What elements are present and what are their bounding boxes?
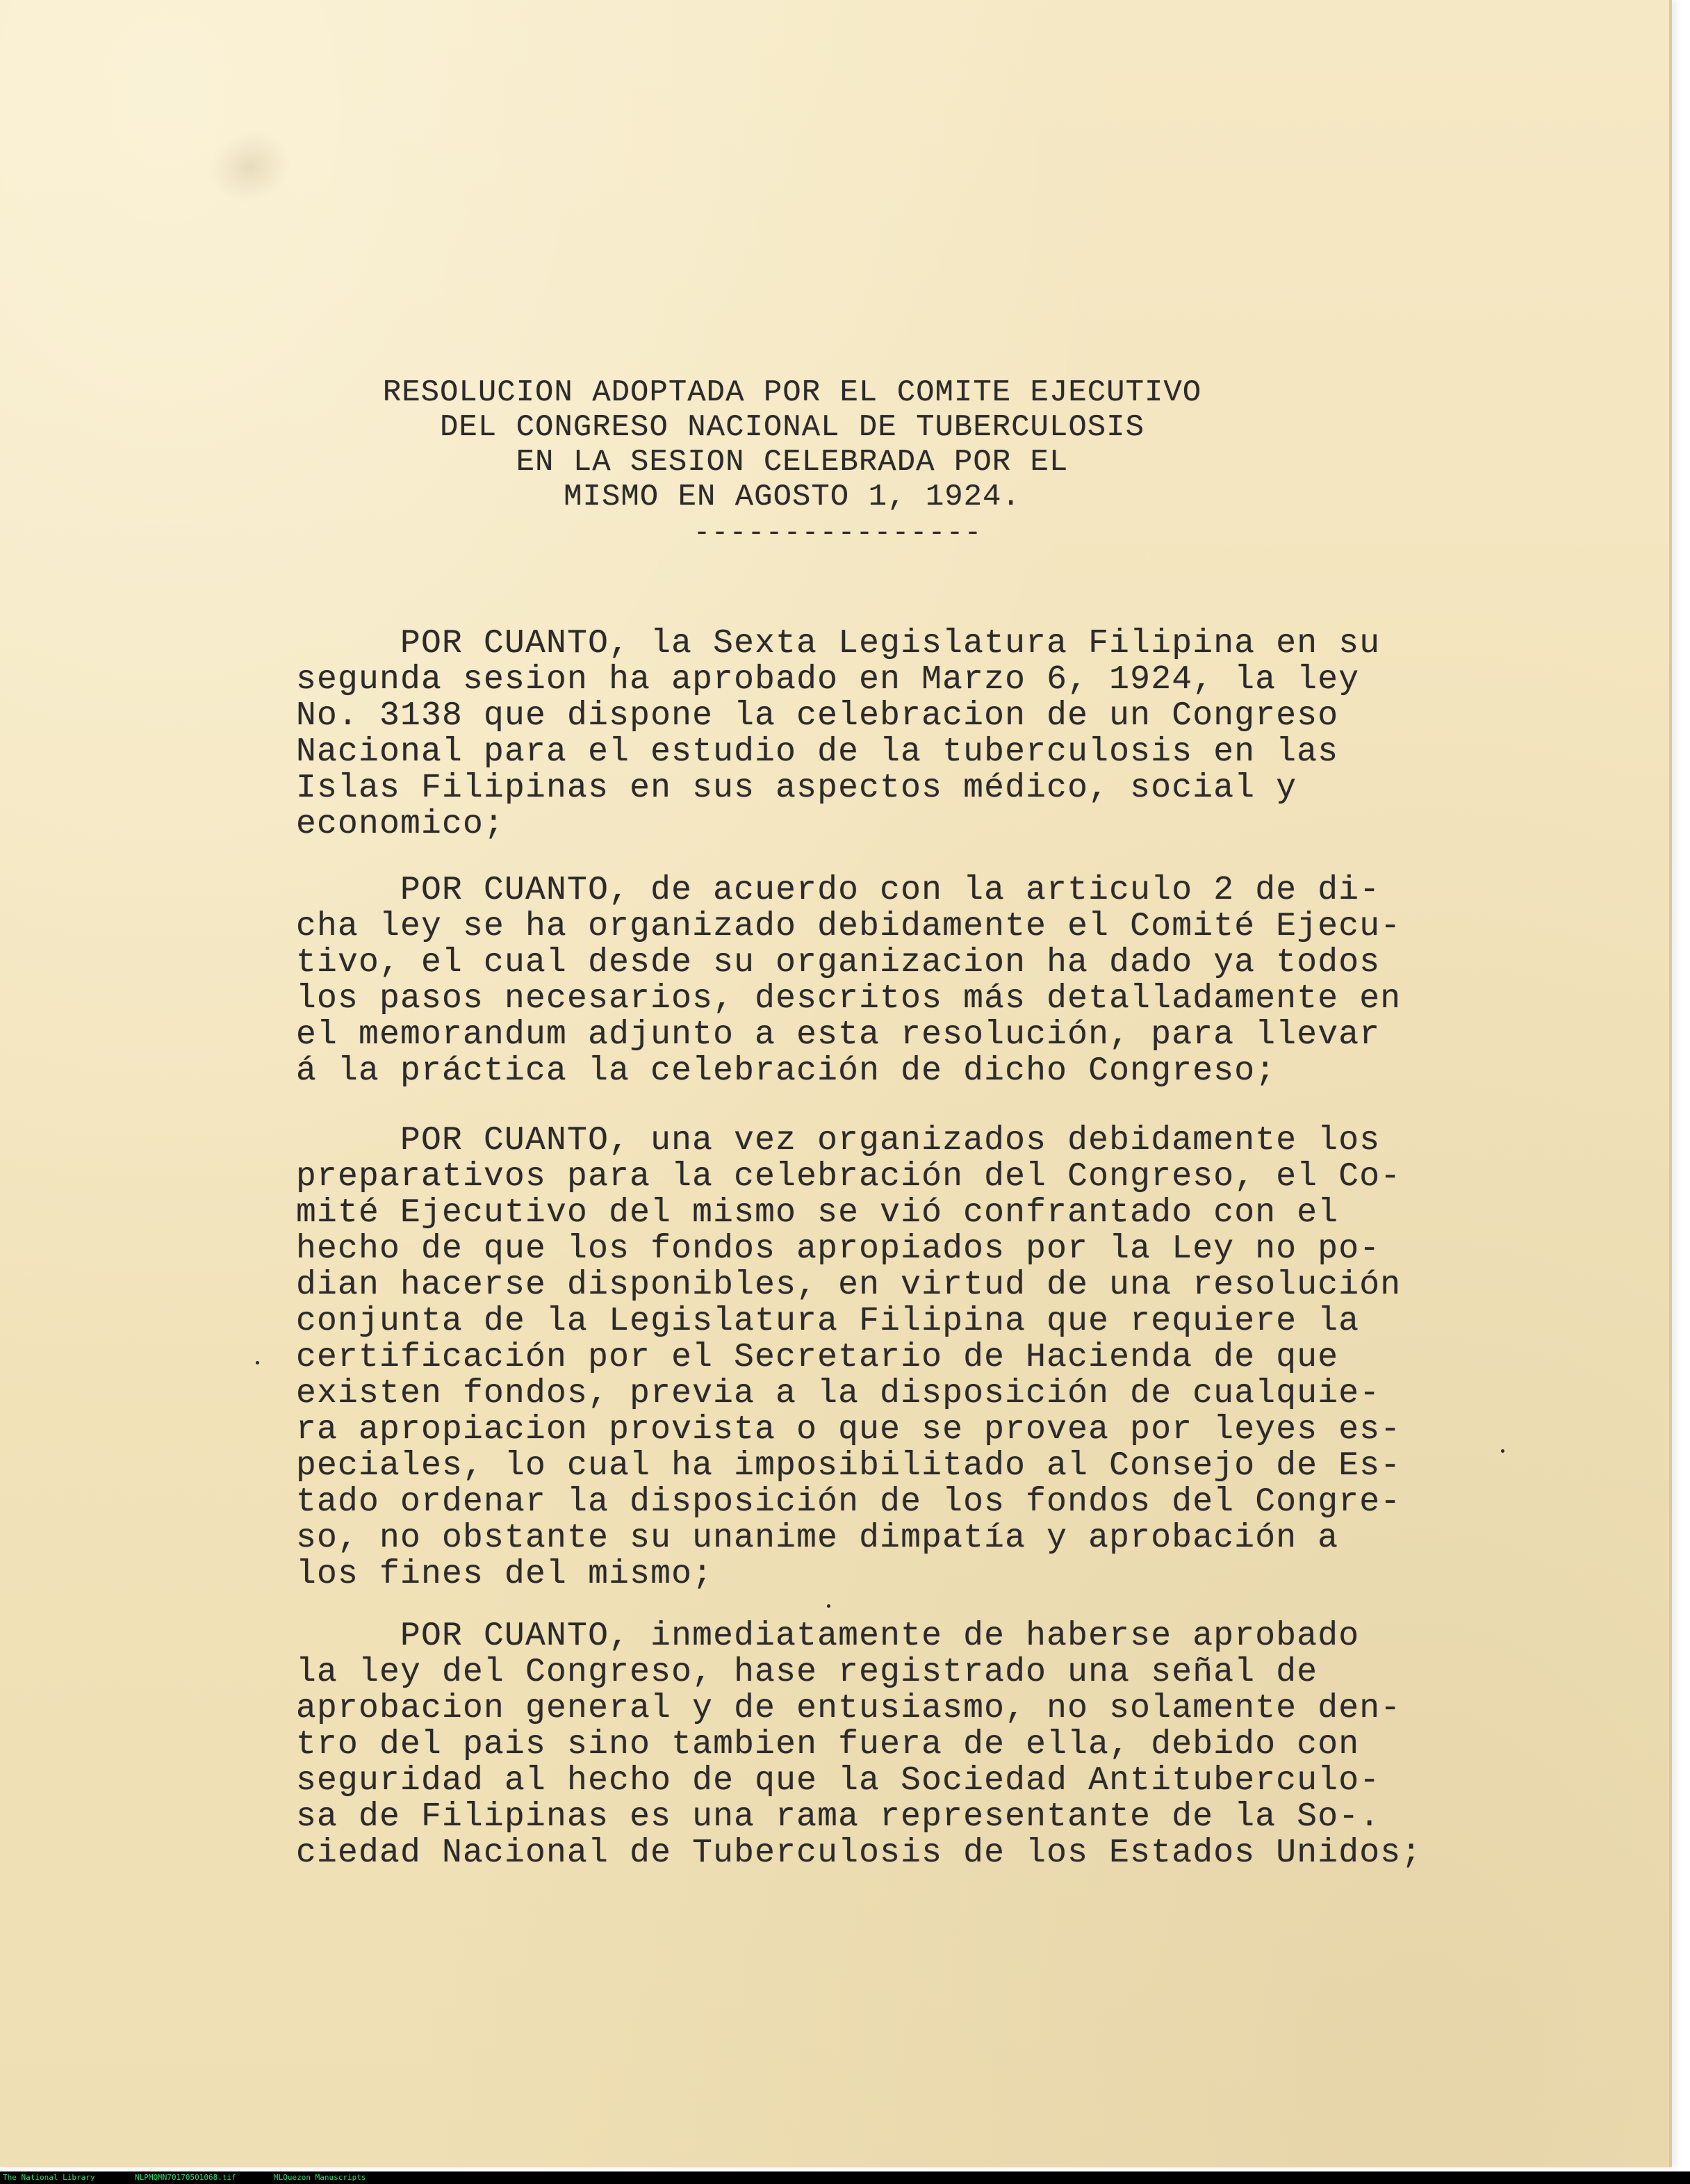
paragraph-3 [296,1123,1491,1592]
text-line: POR CUANTO, una vez organizados debidamente los [296,1122,1381,1159]
paragraph-4 [296,1618,1491,1871]
text-line: cha ley se ha organizado debidamente el Comité Ejecu- [296,908,1402,945]
text-line: No. 3138 que dispone la celebracion de un Congreso [296,697,1339,735]
text-line: conjunta de la Legislatura Filipina que requiere la [296,1303,1360,1340]
text-line: seguridad al hecho de que la Sociedad Antituberculo- [296,1762,1381,1800]
heading-line: DEL CONGRESO NACIONAL DE TUBERCULOSIS [440,410,1145,445]
text-line: POR CUANTO, de acuerdo con la articulo 2 de di- [296,872,1381,909]
text-line: ciedad Nacional de Tuberculosis de los Estados Unidos; [296,1834,1422,1872]
text-line: segunda sesion ha aprobado en Marzo 6, 1924, la ley [296,661,1360,699]
text-line: á la práctica la celebración de dicho Congreso; [296,1052,1277,1090]
text-line: dian hacerse disponibles, en virtud de una resolución [296,1266,1402,1304]
heading-line: RESOLUCION ADOPTADA POR EL COMITE EJECUTIVO [382,375,1202,410]
ink-speck [256,1361,259,1364]
scan-footer-bar [0,2171,1690,2184]
text-line: tro del pais sino tambien fuera de ella, debido con [296,1726,1360,1763]
paragraph-2 [296,872,1491,1089]
text-line: aprobacion general y de entusiasmo, no solamente den- [296,1690,1402,1727]
footer-library: The National Library [3,2173,95,2182]
ink-speck [1501,1449,1504,1453]
text-line: el memorandum adjunto a esta resolución, para llevar [296,1016,1381,1054]
text-line: peciales, lo cual ha imposibilitado al Consejo de Es- [296,1447,1402,1485]
heading-rule: ---------------- [694,520,983,548]
ink-speck [827,1604,830,1608]
text-line: los fines del mismo; [296,1556,714,1593]
text-line: los pasos necesarios, descritos más detalladamente en [296,980,1402,1018]
text-line: ra apropiacion provista o que se provea por leyes es- [296,1411,1402,1449]
text-line: preparativos para la celebración del Congreso, el Co- [296,1158,1402,1196]
text-line: economico; [296,806,505,843]
text-line: POR CUANTO, la Sexta Legislatura Filipina en su [296,625,1381,662]
text-line: so, no obstante su unanime dimpatía y aprobación a [296,1519,1339,1557]
text-line: hecho de que los fondos apropiados por la Ley no po- [296,1230,1381,1268]
footer-file-id: NLPMQMN70170501068.tif [135,2173,236,2182]
text-line: mité Ejecutivo del mismo se vió confrantado con el [296,1194,1339,1232]
paragraph-1 [296,626,1491,842]
resolution-heading [278,375,1306,514]
text-line: tivo, el cual desde su organizacion ha dado ya todos [296,944,1381,981]
text-line: certificación por el Secretario de Hacienda de que [296,1339,1339,1376]
text-line: POR CUANTO, inmediatamente de haberse aprobado [296,1617,1360,1655]
footer-collection: MLQuezon Manuscripts [274,2173,366,2182]
text-line: sa de Filipinas es una rama representante de la So-. [296,1798,1381,1836]
paper-crease [199,120,302,213]
text-line: existen fondos, previa a la disposición de cualquie- [296,1375,1381,1412]
heading-line: EN LA SESION CELEBRADA POR EL [516,445,1069,480]
text-line: tado ordenar la disposición de los fondos del Congre- [296,1483,1402,1521]
text-line: Nacional para el estudio de la tuberculosis en las [296,733,1339,771]
heading-line: MISMO EN AGOSTO 1, 1924. [564,480,1021,514]
text-line: Islas Filipinas en sus aspectos médico, social y [296,769,1297,807]
text-line: la ley del Congreso, hase registrado una señal de [296,1654,1318,1691]
